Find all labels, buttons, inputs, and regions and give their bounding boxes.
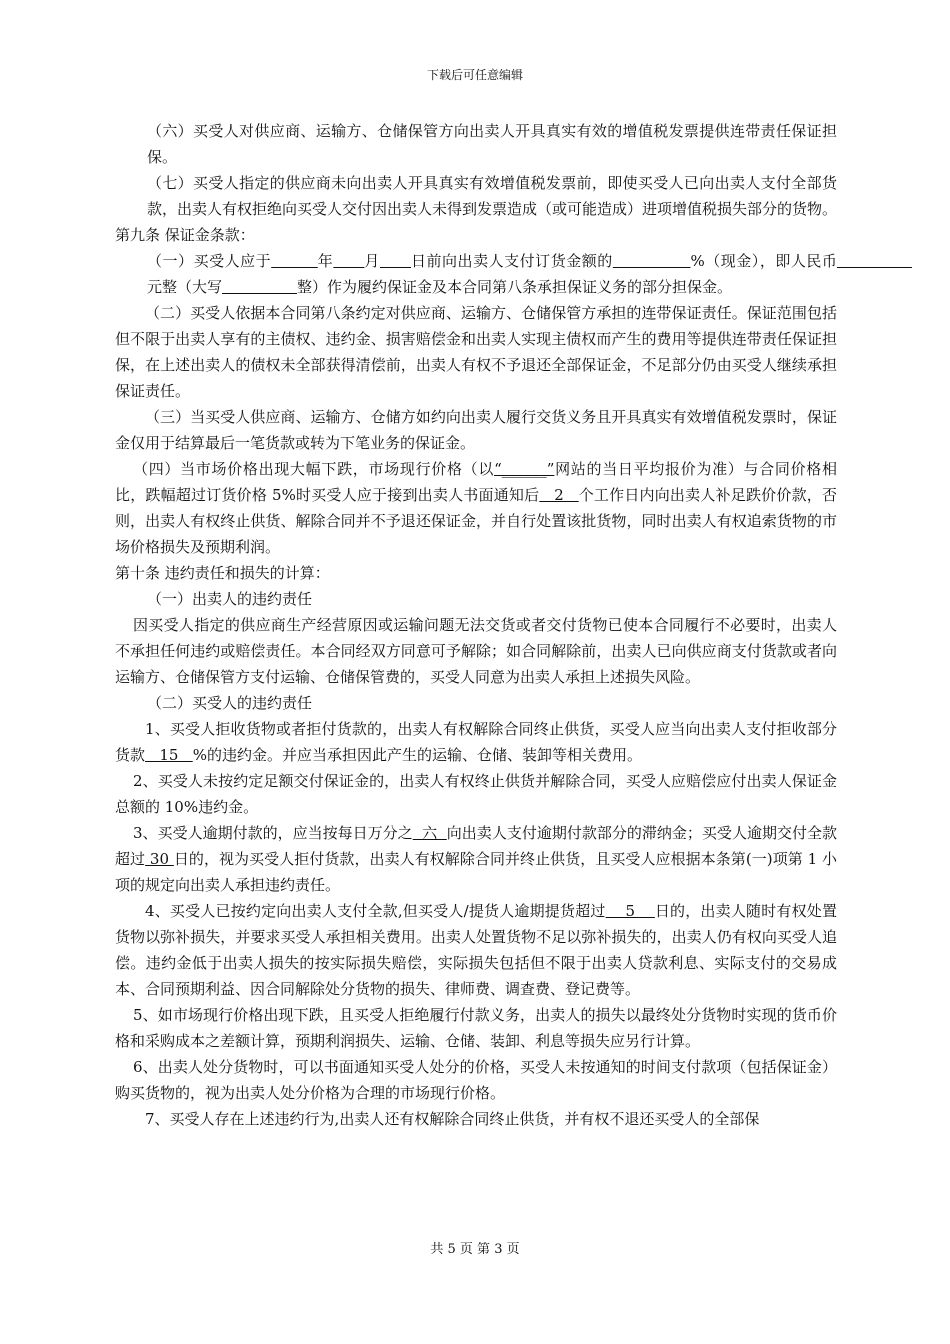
- clause-8-item-6: （六）买受人对供应商、运输方、仓储保管方向出卖人开具真实有效的增值税发票提供连带责任保证担保。: [147, 122, 837, 166]
- clause-8-item-7: （七）买受人指定的供应商未向出卖人开具真实有效增值税发票前，即使买受人已向出卖人支付全部货款，出卖人有权拒绝向买受人交付因出卖人未得到发票造成（或可能造成）进项增值税损失部分的货物。: [147, 174, 838, 218]
- item-1: 1、买受人拒收货物或者拒付货款的，出卖人有权解除合同终止供货，买受人应当向出卖人支付拒收部分货款 15 %的违约金。并应当承担因此产生的运输、仓储、装卸等相关费用。: [115, 720, 837, 764]
- section-2-heading: （二）买受人的违约责任: [147, 694, 313, 712]
- item-7: 7、买受人存在上述违约行为,出卖人还有权解除合同终止供货，并有权不退还买受人的全部保: [145, 1110, 760, 1128]
- document-body: [115, 118, 837, 1132]
- clause-9-item-1: （一）买受人应于 年 月 日前向出卖人支付订货金额的 %（现金），即人民币 元整（大写 整）作为履约保证金及本合同第八条承担保证义务的部分担保金。: [147, 252, 837, 296]
- item-3: 3、买受人逾期付款的，应当按每日万分之 六 向出卖人支付逾期付款部分的滞纳金；买受人逾期交付全款超过 30 日的，视为买受人拒付货款，出卖人有权解除合同并终止供货，且买受人应根据本条第(一)项第 1 小项的规定向出卖人承担违约责任。: [115, 824, 837, 894]
- page-footer: 共 5 页 第 3 页: [430, 1242, 520, 1257]
- item-6: 6、出卖人处分货物时，可以书面通知买受人处分的价格，买受人未按通知的时间支付款项（包括保证金）购买货物的，视为出卖人处分价格为合理的市场现行价格。: [115, 1058, 837, 1102]
- page-header: 下载后可任意编辑: [426, 68, 523, 82]
- item-2: 2、买受人未按约定足额交付保证金的，出卖人有权终止供货并解除合同，买受人应赔偿应付出卖人保证金总额的 10%违约金。: [115, 772, 837, 816]
- clause-9-item-2: （二）买受人依据本合同第八条约定对供应商、运输方、仓储保管方承担的连带保证责任。保证范围包括但不限于出卖人享有的主债权、违约金、损害赔偿金和出卖人实现主债权而产生的费用等提供连带责任保证担保，在上述出卖人的债权未全部获得清偿前，出卖人有权不予退还全部保证金，不足部分仍由买受人继续承担保证责任。: [115, 304, 837, 400]
- section-1-heading: （一）出卖人的违约责任: [147, 590, 313, 608]
- clause-9-item-4: （四）当市场价格出现大幅下跌，市场现行价格（以“______”网站的当日平均报价为准）与合同价格相比，跌幅超过订货价格 5%时买受人应于接到出卖人书面通知后 2 个工作日内向出卖人补足跌价价款，否则，出卖人有权终止供货、解除合同并不予退还保证金，并自行处置该批货物，同时出卖人有权追索货物的市场价格损失及预期利润。: [115, 460, 837, 556]
- item-5: 5、如市场现行价格出现下跌，且买受人拒绝履行付款义务，出卖人的损失以最终处分货物时实现的货币价格和采购成本之差额计算，预期利润损失、运输、仓储、装卸、利息等损失应另行计算。: [115, 1006, 837, 1050]
- article-9-heading: 第九条 保证金条款：: [115, 226, 255, 244]
- section-1-body: 因买受人指定的供应商生产经营原因或运输问题无法交货或者交付货物已使本合同履行不必要时，出卖人不承担任何违约或赔偿责任。本合同经双方同意可予解除；如合同解除前，出卖人已向供应商支付货款或者向运输方、仓储保管方支付运输、仓储保管费的，买受人同意为出卖人承担上述损失风险。: [115, 616, 837, 686]
- article-10-heading: 第十条 违约责任和损失的计算：: [115, 564, 330, 582]
- item-4: 4、买受人已按约定向出卖人支付全款,但买受人/提货人逾期提货超过 5 日的，出卖人随时有权处置货物以弥补损失，并要求买受人承担相关费用。出卖人处置货物不足以弥补损失的，出卖人仍有权向买受人追偿。违约金低于出卖人损失的按实际损失赔偿，实际损失包括但不限于出卖人贷款利息、实际支付的交易成本、合同预期利益、因合同解除处分货物的损失、律师费、调查费、登记费等。: [115, 902, 837, 998]
- clause-9-item-3: （三）当买受人供应商、运输方、仓储方如约向出卖人履行交货义务且开具真实有效增值税发票时，保证金仅用于结算最后一笔货款或转为下笔业务的保证金。: [115, 408, 837, 452]
